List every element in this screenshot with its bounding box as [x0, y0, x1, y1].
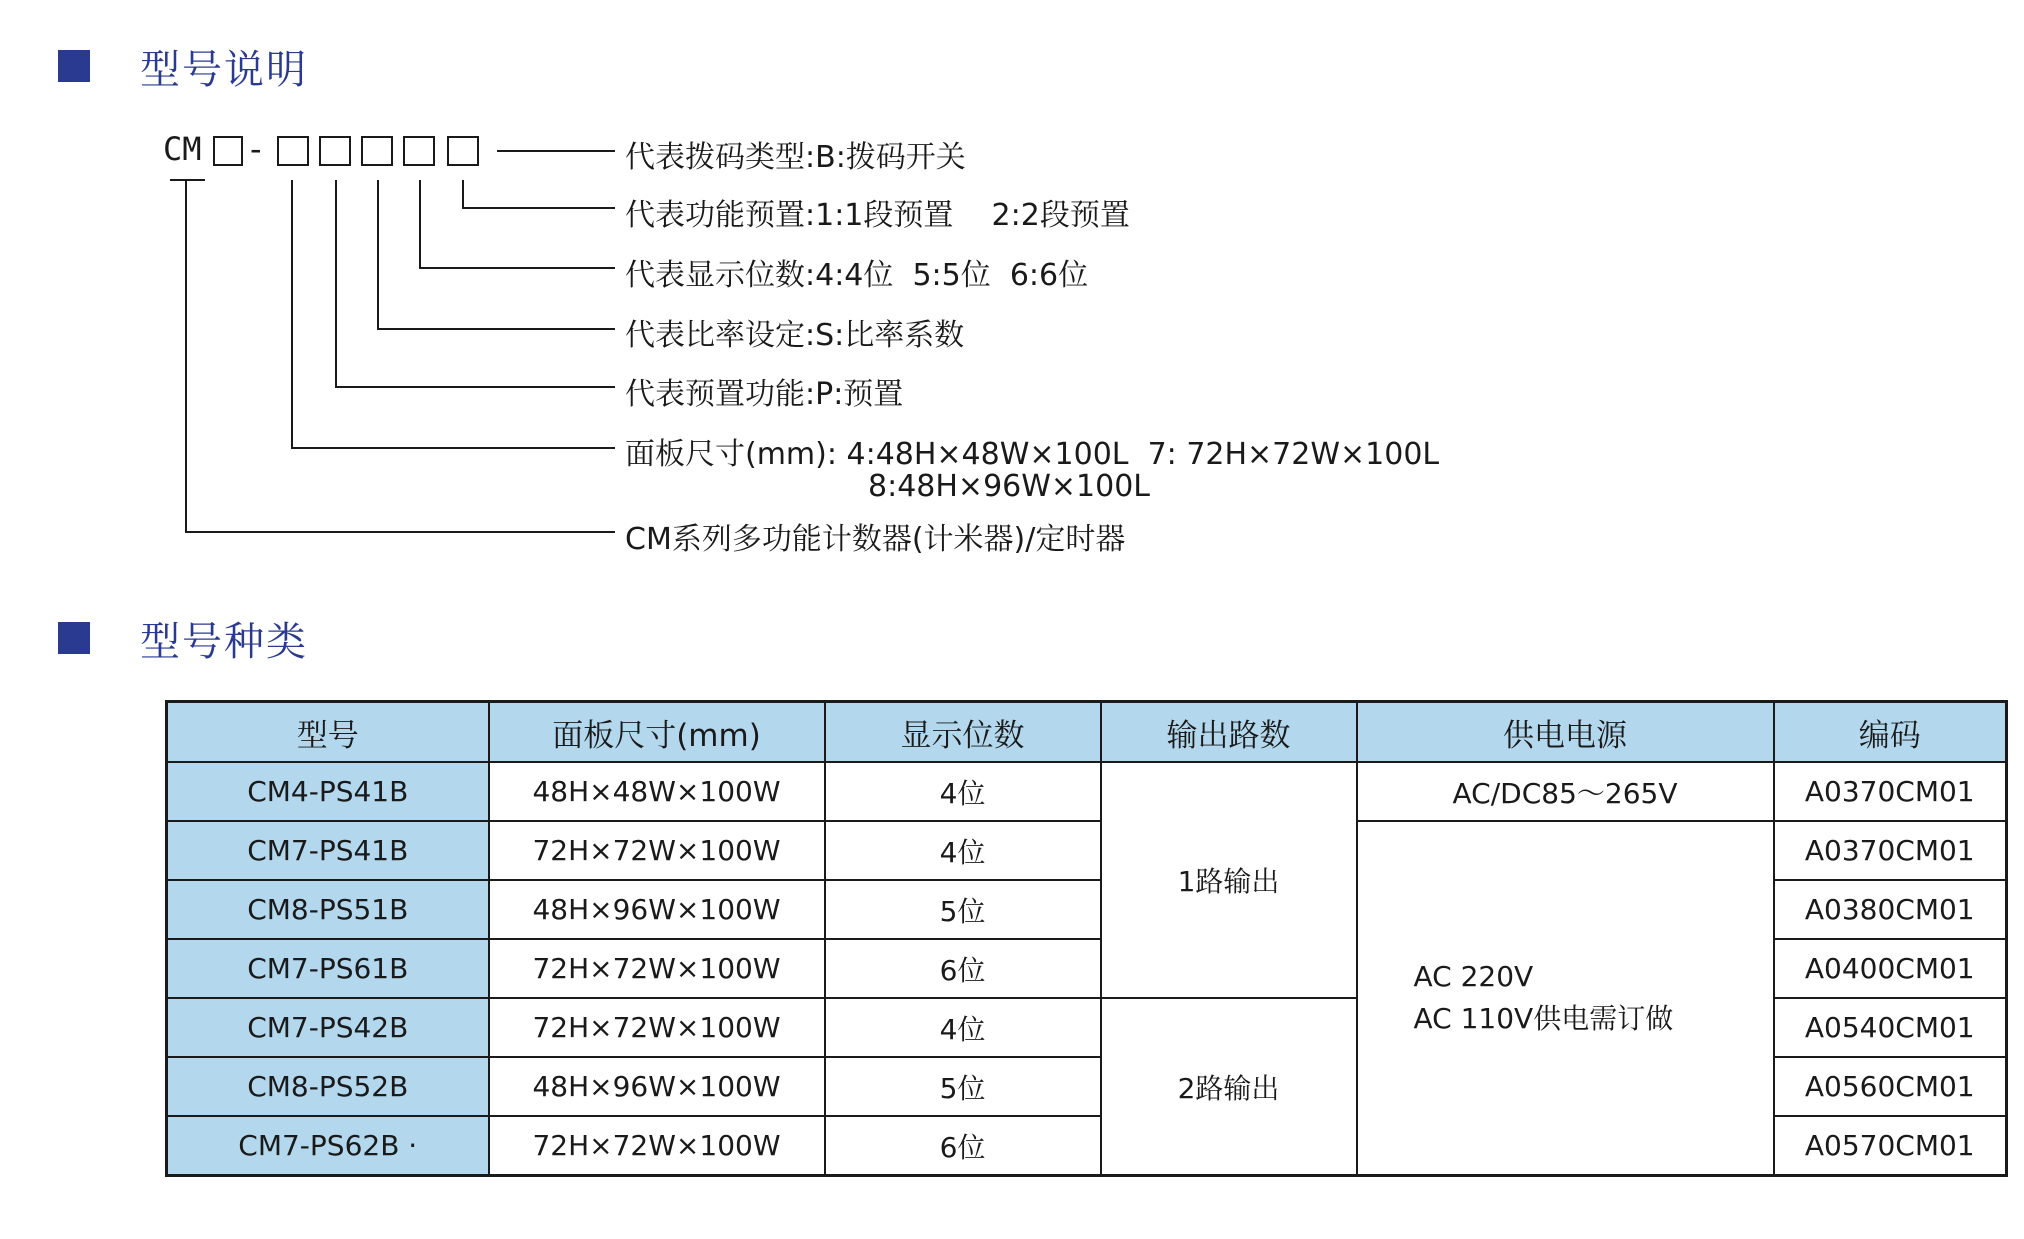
leader-4	[378, 180, 615, 329]
cell-digits: 4位	[825, 998, 1101, 1057]
cell-model: CM7-PS62B ·	[167, 1116, 489, 1176]
cell-power-1: AC/DC85～265V	[1357, 762, 1774, 821]
header-digits: 显示位数	[825, 702, 1101, 763]
desc-display-digits: 代表显示位数:4:4位 5:5位 6:6位	[625, 258, 1089, 293]
cell-digits: 6位	[825, 1116, 1101, 1176]
code-box-6	[448, 137, 478, 165]
desc-preset-function: 代表功能预置:1:1段预置 2:2段预置	[625, 198, 1130, 233]
cell-size: 48H×96W×100W	[489, 880, 825, 939]
cell-model: CM7-PS61B	[167, 939, 489, 998]
cell-code: A0370CM01	[1774, 821, 2007, 880]
desc-switch-type: 代表拨码类型:B:拨码开关	[625, 140, 966, 175]
cell-model: CM7-PS42B	[167, 998, 489, 1057]
cell-code: A0570CM01	[1774, 1116, 2007, 1176]
power-line-2: AC 110V供电需订做	[1413, 1002, 1674, 1035]
code-box-4	[362, 137, 392, 165]
code-box-5	[404, 137, 434, 165]
header-model: 型号	[167, 702, 489, 763]
cell-size: 72H×72W×100W	[489, 998, 825, 1057]
cell-digits: 6位	[825, 939, 1101, 998]
code-prefix: CM	[163, 130, 202, 168]
cell-size: 72H×72W×100W	[489, 821, 825, 880]
desc-panel-size-2: 8:48H×96W×100L	[868, 469, 1151, 504]
section-title: 型号种类	[140, 618, 308, 665]
section-title: 型号说明	[140, 46, 308, 93]
model-types-table	[165, 700, 2008, 1177]
cell-size: 48H×96W×100W	[489, 1057, 825, 1116]
header-power: 供电电源	[1357, 702, 1774, 763]
cell-size: 48H×48W×100W	[489, 762, 825, 821]
desc-panel-size: 面板尺寸(mm): 4:48H×48W×100L 7: 72H×72W×100L	[625, 437, 1440, 472]
desc-preset: 代表预置功能:P:预置	[625, 377, 904, 412]
cell-digits: 4位	[825, 762, 1101, 821]
desc-ratio-setting: 代表比率设定:S:比率系数	[625, 318, 965, 353]
code-box-1	[214, 137, 242, 165]
power-line-1: AC 220V	[1413, 960, 1534, 993]
cell-model: CM8-PS51B	[167, 880, 489, 939]
section-model-types-header	[58, 608, 308, 668]
code-box-2	[278, 137, 308, 165]
cell-digits: 5位	[825, 1057, 1101, 1116]
code-box-3	[320, 137, 350, 165]
cell-model: CM4-PS41B	[167, 762, 489, 821]
square-bullet-icon	[58, 622, 90, 654]
cell-code: A0540CM01	[1774, 998, 2007, 1057]
cell-digits: 5位	[825, 880, 1101, 939]
leader-2	[463, 180, 615, 208]
cell-model: CM8-PS52B	[167, 1057, 489, 1116]
table-row	[167, 762, 2007, 821]
leader-6	[292, 180, 615, 448]
header-panel-size: 面板尺寸(mm)	[489, 702, 825, 763]
cell-output-2: 2路输出	[1101, 998, 1357, 1176]
header-outputs: 输出路数	[1101, 702, 1357, 763]
cell-size: 72H×72W×100W	[489, 939, 825, 998]
cell-code: A0370CM01	[1774, 762, 2007, 821]
cell-code: A0400CM01	[1774, 939, 2007, 998]
header-code: 编码	[1774, 702, 2007, 763]
cell-code: A0560CM01	[1774, 1057, 2007, 1116]
cell-digits: 4位	[825, 821, 1101, 880]
leader-7	[186, 180, 615, 532]
model-code-diagram	[0, 0, 2024, 560]
cell-power-2	[1357, 821, 1774, 1176]
cell-model: CM7-PS41B	[167, 821, 489, 880]
cell-output-1: 1路输出	[1101, 762, 1357, 998]
leader-3	[420, 180, 615, 268]
cell-code: A0380CM01	[1774, 880, 2007, 939]
table-row	[167, 821, 2007, 880]
table-header-row	[167, 702, 2007, 763]
desc-series: CM系列多功能计数器(计米器)/定时器	[625, 522, 1126, 557]
cell-size: 72H×72W×100W	[489, 1116, 825, 1176]
code-dash: -	[250, 130, 262, 168]
